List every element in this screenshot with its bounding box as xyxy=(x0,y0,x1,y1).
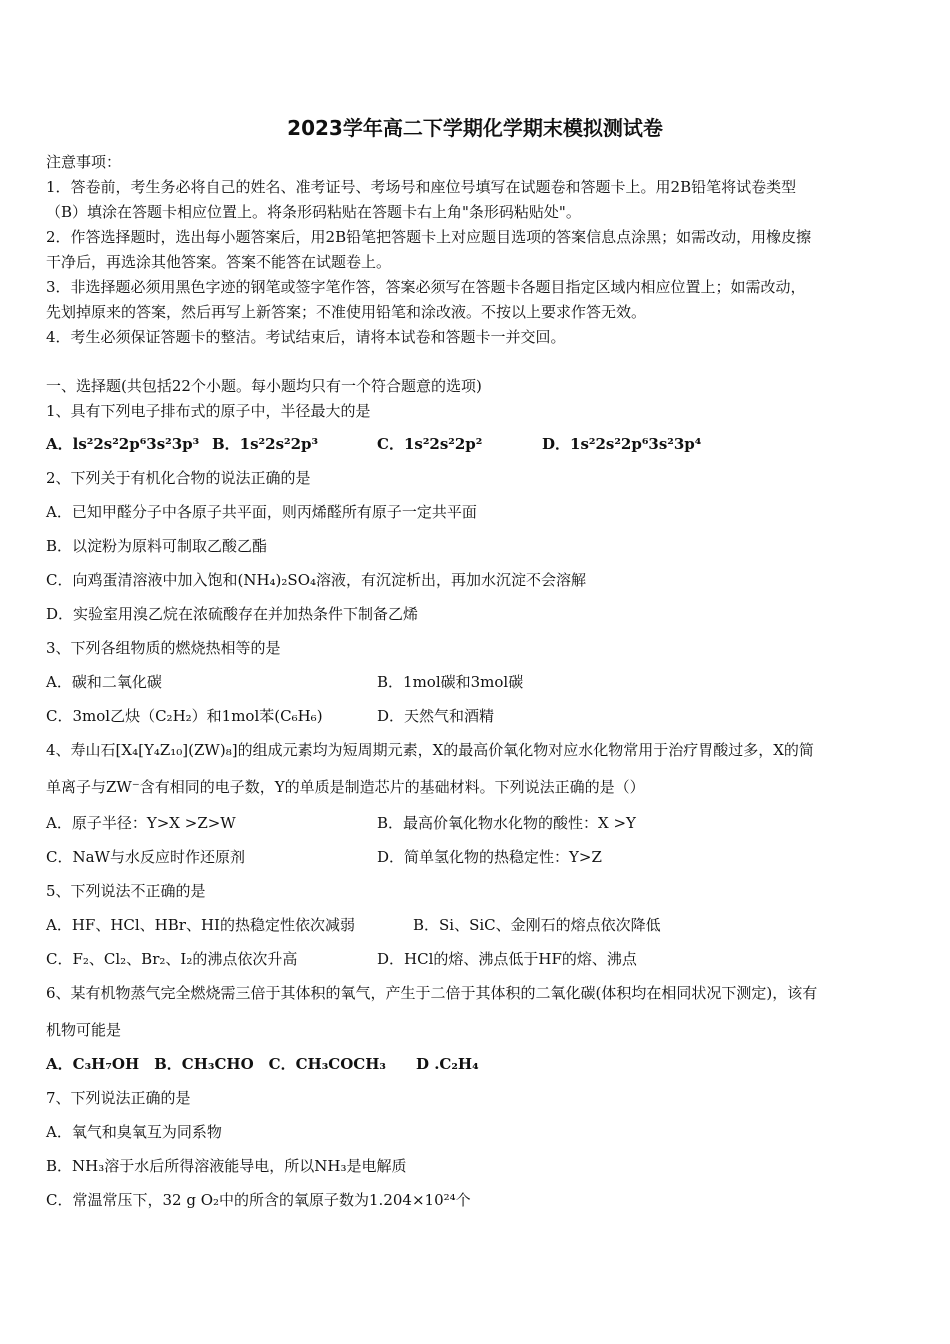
q3-option-c: C．3mol乙炔（C₂H₂）和1mol苯(C₆H₆) xyxy=(46,707,323,725)
q6-stem-line-1: 6、某有机物蒸气完全燃烧需三倍于其体积的氧气，产生于二倍于其体积的二氧化碳(体积均在相同状况下测定)，该有 xyxy=(46,984,818,1002)
notice-line-7: 4．考生必须保证答题卡的整洁。考试结束后，请将本试卷和答题卡一并交回。 xyxy=(46,328,566,346)
q7-stem: 7、下列说法正确的是 xyxy=(46,1089,191,1107)
q4-option-d: D．简单氢化物的热稳定性：Y>Z xyxy=(377,848,602,866)
q1-option-b: B．1s²2s²2p³ xyxy=(212,435,319,453)
notice-line-6: 先划掉原来的答案，然后再写上新答案；不准使用铅笔和涂改液。不按以上要求作答无效。 xyxy=(46,303,647,321)
q4-option-c: C．NaW与水反应时作还原剂 xyxy=(46,848,245,866)
q1-option-a: A．ls²2s²2p⁶3s²3p³ xyxy=(46,435,200,453)
q5-option-d: D．HCl的熔、沸点低于HF的熔、沸点 xyxy=(377,950,637,968)
exam-title: 2023学年高二下学期化学期末模拟测试卷 xyxy=(287,116,663,140)
q5-stem: 5、下列说法不正确的是 xyxy=(46,882,206,900)
q3-option-d: D．天然气和酒精 xyxy=(377,707,495,725)
q7-option-c: C．常温常压下，32 g O₂中的所含的氧原子数为1.204×10²⁴个 xyxy=(46,1191,471,1209)
q4-stem-line-2: 单离子与ZW⁻含有相同的电子数，Y的单质是制造芯片的基础材料。下列说法正确的是（） xyxy=(46,778,645,796)
q7-option-a: A．氧气和臭氧互为同系物 xyxy=(46,1123,222,1141)
q6-options: A．C₃H₇OH B．CH₃CHO C．CH₃COCH₃ D .C₂H₄ xyxy=(46,1055,479,1073)
q1-stem: 1、具有下列电子排布式的原子中，半径最大的是 xyxy=(46,402,371,420)
section-heading: 一、选择题(共包括22个小题。每小题均只有一个符合题意的选项) xyxy=(46,377,482,395)
q2-option-d: D．实验室用溴乙烷在浓硫酸存在并加热条件下制备乙烯 xyxy=(46,605,419,623)
q2-option-a: A．已知甲醛分子中各原子共平面，则丙烯醛所有原子一定共平面 xyxy=(46,503,477,521)
q5-option-c: C．F₂、Cl₂、Br₂、I₂的沸点依次升高 xyxy=(46,950,298,968)
q3-stem: 3、下列各组物质的燃烧热相等的是 xyxy=(46,639,281,657)
notice-line-5: 3．非选择题必须用黑色字迹的钢笔或签字笔作答，答案必须写在答题卡各题目指定区域内相应位置上；如需改动， xyxy=(46,278,806,296)
q2-option-c: C．向鸡蛋清溶液中加入饱和(NH₄)₂SO₄溶液，有沉淀析出，再加水沉淀不会溶解 xyxy=(46,571,587,589)
q3-option-a: A．碳和二氧化碳 xyxy=(46,673,162,691)
q1-option-d: D．1s²2s²2p⁶3s²3p⁴ xyxy=(542,435,702,453)
q3-option-b: B．1mol碳和3mol碳 xyxy=(377,673,524,691)
q4-option-b: B．最高价氧化物水化物的酸性：X >Y xyxy=(377,814,636,832)
q2-stem: 2、下列关于有机化合物的说法正确的是 xyxy=(46,469,311,487)
q4-option-a: A．原子半径：Y>X >Z>W xyxy=(46,814,236,832)
q2-option-b: B．以淀粉为原料可制取乙酸乙酯 xyxy=(46,537,268,555)
notice-line-2: （B）填涂在答题卡相应位置上。将条形码粘贴在答题卡右上角"条形码粘贴处"。 xyxy=(46,203,581,221)
q7-option-b: B．NH₃溶于水后所得溶液能导电，所以NH₃是电解质 xyxy=(46,1157,407,1175)
notice-line-3: 2．作答选择题时，选出每小题答案后，用2B铅笔把答题卡上对应题目选项的答案信息点涂黑；如需改动，用橡皮擦 xyxy=(46,228,812,246)
q4-stem-line-1: 4、寿山石[X₄[Y₄Z₁₀](ZW)₈]的组成元素均为短周期元素，X的最高价氧化物对应水化物常用于治疗胃酸过多，X的简 xyxy=(46,741,814,759)
notice-line-4: 干净后，再选涂其他答案。答案不能答在试题卷上。 xyxy=(46,253,392,271)
q5-option-b: B．Si、SiC、金刚石的熔点依次降低 xyxy=(413,916,661,934)
q5-option-a: A．HF、HCl、HBr、HI的热稳定性依次减弱 xyxy=(46,916,355,934)
q1-option-c: C．1s²2s²2p² xyxy=(377,435,483,453)
notice-line-1: 1．答卷前，考生务必将自己的姓名、准考证号、考场号和座位号填写在试题卷和答题卡上。用2B铅笔将试卷类型 xyxy=(46,178,797,196)
q6-stem-line-2: 机物可能是 xyxy=(46,1021,122,1039)
notice-heading: 注意事项： xyxy=(46,153,122,171)
